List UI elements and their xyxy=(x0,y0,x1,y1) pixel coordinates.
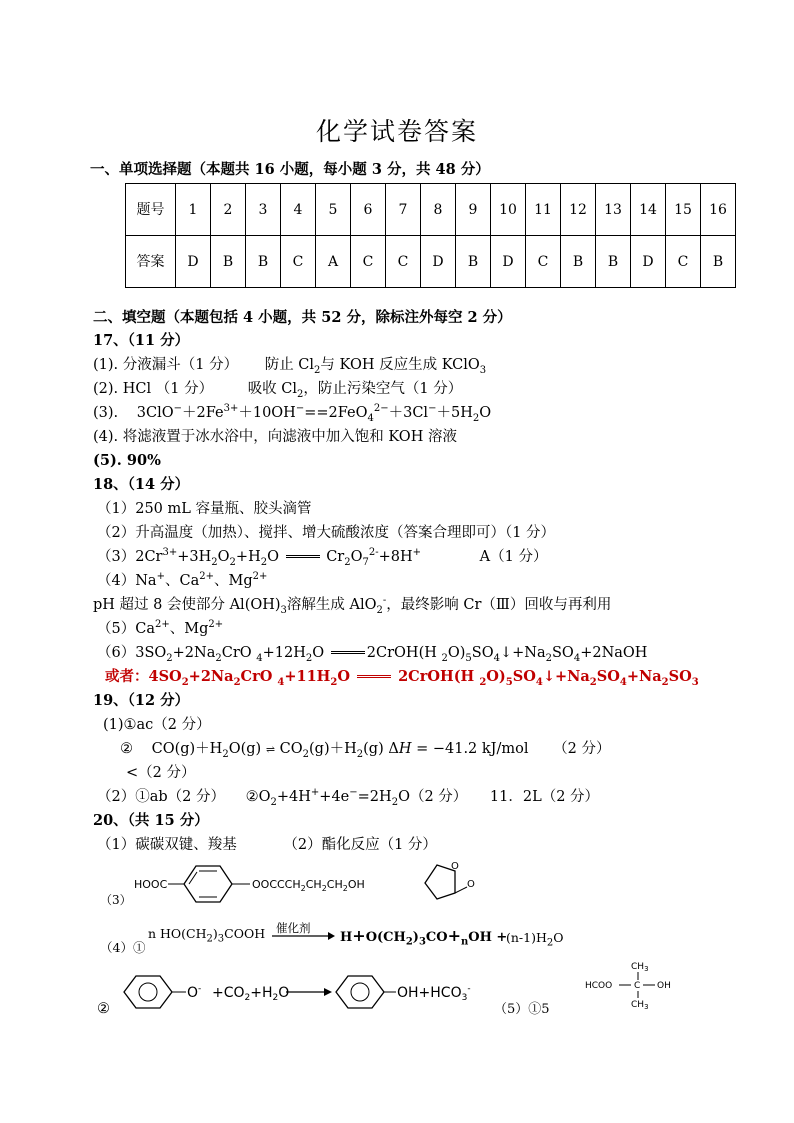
table-cell: C xyxy=(386,236,421,288)
table-cell: 10 xyxy=(491,184,526,236)
table-cell: B xyxy=(456,236,491,288)
struct-hooc: HOOC xyxy=(134,878,168,891)
q18-note-b: 溶解生成 AlO xyxy=(286,597,377,613)
co2-water: $+CO_2+H_2O$ xyxy=(212,985,290,1003)
table-cell: B xyxy=(211,236,246,288)
q20-catalyst: 催化剂 xyxy=(276,921,311,935)
q17-l2b: 吸收 Cl xyxy=(247,381,298,397)
table-cell: 12 xyxy=(561,184,596,236)
q18-l3-answer: A（1 分） xyxy=(479,549,548,565)
ester-hcoo: HCOO xyxy=(585,981,613,991)
q20-l3-label: （3） xyxy=(100,893,132,907)
q18-l5-label: （5） xyxy=(97,621,136,637)
q20-l5-label: ② xyxy=(97,1001,110,1017)
q19-title: 19、（12 分） xyxy=(93,692,190,709)
ester-c: C xyxy=(634,981,641,991)
q19-line2 xyxy=(120,739,610,760)
benzene-ring-icon xyxy=(124,976,172,1008)
q18-equation: $2Cr^{3+}+3H_2O_2+H_2O$ $Cr_2O_7^{2-}+8H^+$ xyxy=(135,547,422,568)
reaction-arrow-icon xyxy=(270,930,336,942)
q17-line1: (1). 分液漏斗（1 分） 防止 $Cl_2$与 KOH 反应生成 KClO$_3$ xyxy=(93,357,487,376)
table-cell: D xyxy=(631,236,666,288)
q18-note: pH 超过 8 会使部分 $Al(OH)_3$溶解生成 AlO$_2$-，最终影响 Cr（Ⅲ）回收与再利用 xyxy=(93,595,612,616)
q17-l2c: ，防止污染空气（1 分） xyxy=(303,381,463,397)
q18-line3 xyxy=(97,547,547,567)
question-number-row xyxy=(126,184,736,236)
q18-note-c: ，最终影响 Cr（Ⅲ）回收与再利用 xyxy=(386,597,612,613)
table-cell: 5 xyxy=(316,184,351,236)
table-cell: 4 xyxy=(281,184,316,236)
table-cell: 6 xyxy=(351,184,386,236)
q18-line1: （1）250 mL 容量瓶、胶头滴管 xyxy=(97,501,312,517)
table-cell: C xyxy=(351,236,386,288)
table-cell: D xyxy=(176,236,211,288)
q18-l6-label: （6） xyxy=(97,645,136,661)
table-cell: 9 xyxy=(456,184,491,236)
monomer-structure xyxy=(128,860,388,908)
table-cell: B xyxy=(561,236,596,288)
q17-line5: (5). 90% xyxy=(93,452,161,469)
svg-text:O: O xyxy=(467,879,475,890)
table-cell: 14 xyxy=(631,184,666,236)
q18-l4-label: （4） xyxy=(97,573,136,589)
phenoxide-reaction xyxy=(118,968,498,1016)
table-cell: C xyxy=(526,236,561,288)
table-cell: 3 xyxy=(246,184,281,236)
q18-alt-equation: $4SO_2+2Na_2CrO$ $_4+11H_2O$ 2CrOH(H $_2O)_5SO_4↓+Na_2SO_4+Na_2SO_3$ xyxy=(148,668,699,688)
q19-dh: −41.2 kJ/mol xyxy=(432,741,529,757)
svg-text:O: O xyxy=(451,861,459,872)
page-title: 化学试卷答案 xyxy=(315,117,478,146)
q18-line4 xyxy=(97,571,267,591)
q19-line4 xyxy=(97,787,599,807)
q19-l4a: （2）①ab（2 分） xyxy=(97,789,225,805)
table-cell: 16 xyxy=(701,184,736,236)
phenoxide-o: O- xyxy=(187,984,202,1001)
table-cell: C xyxy=(666,236,701,288)
q20-l4-reactant: n $HO(CH_2)_3COOH$ xyxy=(148,926,266,945)
q17-title: 17、（11 分） xyxy=(93,332,190,349)
answer-table xyxy=(125,183,736,288)
benzene-ring-icon xyxy=(336,976,384,1008)
q17-line4: (4). 将滤液置于冰水浴中，向滤液中加入饱和 KOH 溶液 xyxy=(93,429,457,445)
q19-l2-pts: （2 分） xyxy=(553,741,611,757)
q18-title: 18、（14 分） xyxy=(93,476,190,493)
q17-l3-label: (3). xyxy=(93,405,119,421)
q17-line2: (2). HCl （1 分） 吸收 $Cl_2$，防止污染空气（1 分） xyxy=(93,381,463,400)
table-cell: A xyxy=(316,236,351,288)
q18-ions: Na+、$Ca^{2+}$、$Mg^{2+}$ xyxy=(135,571,268,589)
ester-ch3-top: $CH_3$ xyxy=(631,962,649,973)
table-cell: 15 xyxy=(666,184,701,236)
table-cell: B xyxy=(246,236,281,288)
table-cell: 8 xyxy=(421,184,456,236)
table-cell: B xyxy=(701,236,736,288)
table-cell: 1 xyxy=(176,184,211,236)
q19-l4b: $②O_2+4H^++4e^-=2H_2O$ xyxy=(245,787,410,808)
answer-row xyxy=(126,236,736,288)
q17-equation: $3ClO^-+2Fe^{3+}+10OH^-==2FeO_4^{2-}+3Cl^-+5H_2O$ xyxy=(136,403,492,424)
table-cell: 13 xyxy=(596,184,631,236)
q20-water: $(n-1)H_2O$ xyxy=(506,930,564,949)
table-cell: 2 xyxy=(211,184,246,236)
table-cell: D xyxy=(421,236,456,288)
q17-l1b: 防止 Cl xyxy=(264,357,315,373)
q17-l1a: (1). 分液漏斗（1 分） xyxy=(93,357,239,373)
q20-polymer: $H+O(CH_2)_3CO+_nOH$ + xyxy=(340,926,508,948)
q20-line1 xyxy=(97,835,437,855)
q17-line3 xyxy=(93,403,491,423)
table-cell: D xyxy=(491,236,526,288)
q20-l1a: （1）碳碳双键、羧基 xyxy=(97,837,237,853)
table-cell: 7 xyxy=(386,184,421,236)
ester-oh: OH xyxy=(657,981,671,991)
q17-l2a: (2). HCl （1 分） xyxy=(93,381,214,397)
q18-line5 xyxy=(97,619,223,639)
section1-heading: 一、单项选择题（本题共 16 小题，每小题 3 分，共 48 分） xyxy=(90,161,490,178)
q18-note-a: pH 超过 8 会使部分 Al(OH) xyxy=(93,597,281,613)
q19-line3: <（2 分） xyxy=(126,765,196,781)
phenol-bicarbonate: $OH+HCO_3^-$ xyxy=(397,984,471,1003)
q17-l1c: 与 KOH 反应生成 KClO xyxy=(320,357,480,373)
table-cell: C xyxy=(281,236,316,288)
q18-line2: （2）升高温度（加热）、搅拌、增大硫酸浓度（答案合理即可）（1 分） xyxy=(97,525,556,541)
q18-alt-line xyxy=(105,667,699,687)
q18-l5-ions: $Ca^{2+}$、$Mg^{2+}$ xyxy=(135,619,224,637)
q20-title: 20、（共 15 分） xyxy=(93,812,209,829)
q18-alt-label: 或者： xyxy=(105,668,149,685)
ester-ch3-bottom: $CH_3$ xyxy=(631,1000,649,1011)
q18-l3-label: （3） xyxy=(97,549,136,565)
q19-l4c: （2 分） xyxy=(409,789,468,805)
section2-heading: 二、填空题（本题包括 4 小题，共 52 分，除标注外每空 2 分） xyxy=(93,309,512,326)
lactone-structure xyxy=(415,855,485,909)
row-label-answer: 答案 xyxy=(126,236,176,288)
q19-l4d: 11．2L（2 分） xyxy=(489,789,600,805)
q18-line6 xyxy=(97,643,647,663)
q19-equation: $CO(g)+H_2O(g)$ ⇌ $CO_2(g)+H_2(g) \Delta H$ = xyxy=(151,741,433,760)
q19-line1: (1)①ac（2 分） xyxy=(103,717,211,733)
ester-structure xyxy=(583,955,703,1011)
q20-l4-label: （4）① xyxy=(100,940,146,955)
q18-equation-6: $3SO_2+2Na_2CrO$ $_4+12H_2O$ 2CrOH(H $_2O)_5SO_4↓+Na_2SO_4+2NaOH$ xyxy=(135,645,648,664)
arrow-head-icon xyxy=(324,988,332,996)
table-cell: B xyxy=(596,236,631,288)
struct-tail: $OOCCCH_2CH_2CH_2OH$ xyxy=(252,878,365,893)
q20-l6-label: （5）①5 xyxy=(494,1002,550,1017)
q19-l2-label: ② xyxy=(120,741,133,757)
q20-l1b: （2）酯化反应（1 分） xyxy=(283,837,437,853)
table-cell: 11 xyxy=(526,184,561,236)
row-label-question: 题号 xyxy=(126,184,176,236)
